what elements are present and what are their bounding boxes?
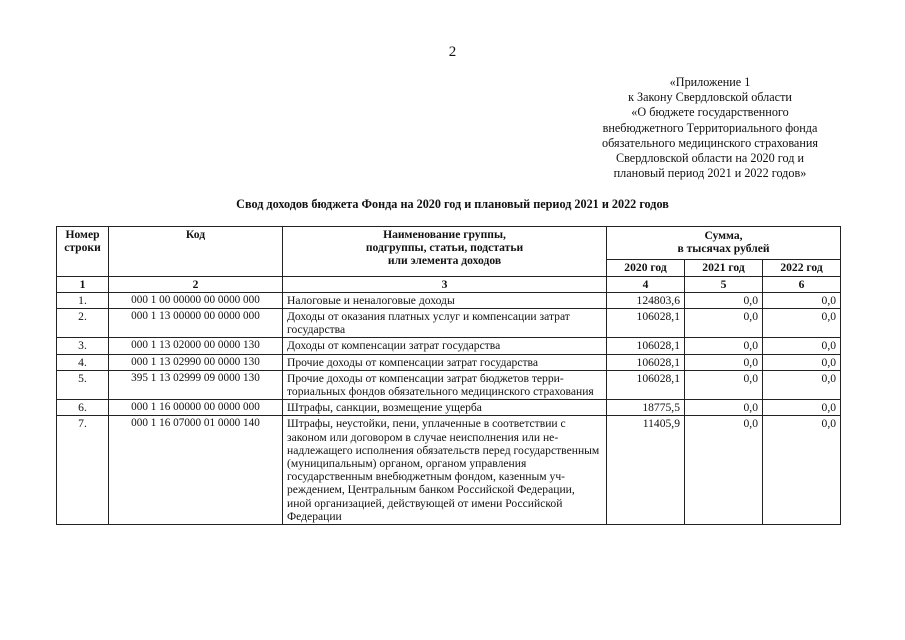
row-value-2022: 0,0	[763, 370, 841, 399]
header-year-2020: 2020 год	[607, 260, 685, 276]
row-name: Прочие доходы от компенсации затрат государства	[283, 354, 607, 370]
header-row-number	[57, 227, 109, 277]
row-value-2020: 106028,1	[607, 338, 685, 354]
row-number: 4.	[57, 354, 109, 370]
row-code: 000 1 13 00000 00 0000 000	[109, 309, 283, 338]
row-code: 000 1 16 07000 01 0000 140	[109, 416, 283, 525]
row-code: 000 1 13 02990 00 0000 130	[109, 354, 283, 370]
table-row	[57, 400, 841, 416]
header-name-line: Наименование группы,	[383, 228, 506, 241]
table-row	[57, 354, 841, 370]
row-name: Штрафы, неустойки, пени, уплаченные в соответствии с законом или договором в случае неисполнения или ненадлежащего исполнения обязательств перед государственным (муниципальным) органом, органом управления государственным внебюджетным фондом, казенным учреждением, Центральным банком Российской Федерации, иной организацией, действующей от имени Российской Федерации	[283, 416, 607, 525]
row-value-2020: 124803,6	[607, 292, 685, 308]
row-value-2022: 0,0	[763, 338, 841, 354]
row-value-2021: 0,0	[685, 309, 763, 338]
page-number: 2	[448, 44, 457, 60]
row-value-2022: 0,0	[763, 309, 841, 338]
row-code: 000 1 13 02000 00 0000 130	[109, 338, 283, 354]
column-number: 5	[685, 276, 763, 292]
row-name: Прочие доходы от компенсации затрат бюджетов территориальных фондов обязательного медицинского страхования	[283, 370, 607, 399]
row-code: 000 1 00 00000 00 0000 000	[109, 292, 283, 308]
document-title: Свод доходов бюджета Фонда на 2020 год и плановый период 2021 и 2022 годов	[236, 197, 669, 211]
table-row	[57, 292, 841, 308]
row-name: Штрафы, санкции, возмещение ущерба	[283, 400, 607, 416]
appendix-line: плановый период 2021 и 2022 годов»	[613, 166, 807, 181]
column-number: 3	[283, 276, 607, 292]
row-value-2021: 0,0	[685, 416, 763, 525]
row-value-2021: 0,0	[685, 354, 763, 370]
appendix-line: Свердловской области на 2020 год и	[616, 151, 804, 166]
row-number: 2.	[57, 309, 109, 338]
header-name	[283, 227, 607, 277]
appendix-line: внебюджетного Территориального фонда	[602, 120, 818, 135]
column-number: 4	[607, 276, 685, 292]
row-value-2021: 0,0	[685, 292, 763, 308]
header-row-number-line: Номер	[65, 228, 100, 241]
column-number: 2	[109, 276, 283, 292]
header-sum-line: Сумма,	[704, 229, 743, 242]
header-sum	[607, 227, 841, 260]
row-value-2022: 0,0	[763, 400, 841, 416]
row-value-2021: 0,0	[685, 400, 763, 416]
header-row-number-line: строки	[64, 241, 101, 255]
row-number: 6.	[57, 400, 109, 416]
row-value-2022: 0,0	[763, 292, 841, 308]
table-row	[57, 309, 841, 338]
table-row	[57, 370, 841, 399]
header-row	[57, 227, 841, 260]
row-value-2020: 18775,5	[607, 400, 685, 416]
header-year-2021: 2021 год	[685, 260, 763, 276]
appendix-line: «О бюджете государственного	[631, 105, 789, 120]
table-row	[57, 338, 841, 354]
appendix-line: обязательного медицинского страхования	[602, 135, 818, 150]
appendix-block	[585, 75, 835, 181]
table-row	[57, 416, 841, 525]
row-code: 395 1 13 02999 09 0000 130	[109, 370, 283, 399]
row-number: 5.	[57, 370, 109, 399]
header-sum-line: в тысячах рублей	[677, 242, 770, 256]
header-name-line: или элемента доходов	[387, 254, 502, 268]
row-number: 1.	[57, 292, 109, 308]
row-name: Доходы от оказания платных услуг и компенсации затрат государства	[283, 309, 607, 338]
row-value-2020: 106028,1	[607, 309, 685, 338]
row-number: 3.	[57, 338, 109, 354]
header-code: Код	[109, 227, 283, 277]
header-name-line: подгруппы, статьи, подстатьи	[365, 241, 524, 255]
column-number: 1	[57, 276, 109, 292]
row-value-2022: 0,0	[763, 354, 841, 370]
row-value-2022: 0,0	[763, 416, 841, 525]
revenue-table	[56, 226, 841, 525]
row-number: 7.	[57, 416, 109, 525]
row-value-2021: 0,0	[685, 370, 763, 399]
row-value-2020: 106028,1	[607, 354, 685, 370]
row-name: Доходы от компенсации затрат государства	[283, 338, 607, 354]
appendix-line: к Закону Свердловской области	[628, 90, 792, 105]
appendix-line: «Приложение 1	[669, 75, 751, 89]
row-value-2020: 106028,1	[607, 370, 685, 399]
row-code: 000 1 16 00000 00 0000 000	[109, 400, 283, 416]
row-value-2020: 11405,9	[607, 416, 685, 525]
header-year-2022: 2022 год	[763, 260, 841, 276]
row-name: Налоговые и неналоговые доходы	[283, 292, 607, 308]
row-value-2021: 0,0	[685, 338, 763, 354]
column-number: 6	[763, 276, 841, 292]
column-numbers-row	[57, 276, 841, 292]
